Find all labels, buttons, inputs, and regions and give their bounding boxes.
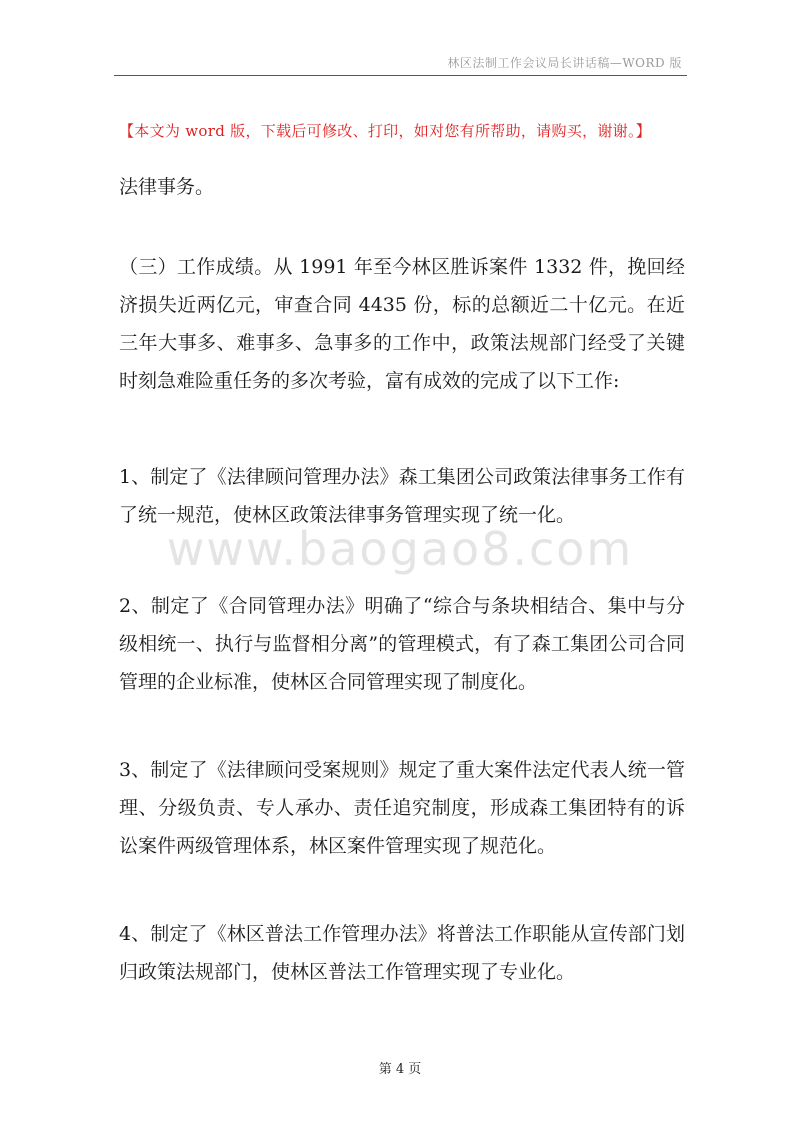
watermark: www.baogao8.com xyxy=(166,522,634,576)
paragraph-4 xyxy=(119,751,685,865)
header-title: 林区法制工作会议局长讲话稿—WORD 版 xyxy=(447,56,682,70)
paragraph-0 xyxy=(119,168,685,206)
paragraph-text: （三）工作成绩。从 1991 年至今林区胜诉案件 1332 件，挽回经济损失近两亿元，审查合同 4435 份，标的总额近二十亿元。在近三年大事多、难事多、急事多的工作中，政策法规部门经受了关键时刻急难险重任务的多次考验，富有成效的完成了以下工作: xyxy=(119,256,685,392)
paragraph-5 xyxy=(119,915,685,991)
page-number: 第 4 页 xyxy=(378,1062,422,1077)
purchase-notice: 【本文为 word 版，下载后可修改、打印，如对您有所帮助，请购买，谢谢。】 xyxy=(119,122,652,140)
paragraph-3 xyxy=(119,587,685,701)
paragraph-text: 1、制定了《法律顾问管理办法》森工集团公司政策法律事务工作有了统一规范，使林区政策法律事务管理实现了统一化。 xyxy=(119,466,685,526)
paragraph-1 xyxy=(119,248,685,400)
paragraph-text: 4、制定了《林区普法工作管理办法》将普法工作职能从宣传部门划归政策法规部门，使林区普法工作管理实现了专业化。 xyxy=(119,923,685,983)
paragraph-text: 法律事务。 xyxy=(119,176,215,198)
header-rule xyxy=(114,75,687,76)
paragraph-text: 3、制定了《法律顾问受案规则》规定了重大案件法定代表人统一管理、分级负责、专人承办、责任追究制度，形成森工集团特有的诉讼案件两级管理体系，林区案件管理实现了规范化。 xyxy=(119,759,685,857)
paragraph-text: 2、制定了《合同管理办法》明确了“综合与条块相结合、集中与分级相统一、执行与监督相分离”的管理模式，有了森工集团公司合同管理的企业标准，使林区合同管理实现了制度化。 xyxy=(119,595,685,693)
